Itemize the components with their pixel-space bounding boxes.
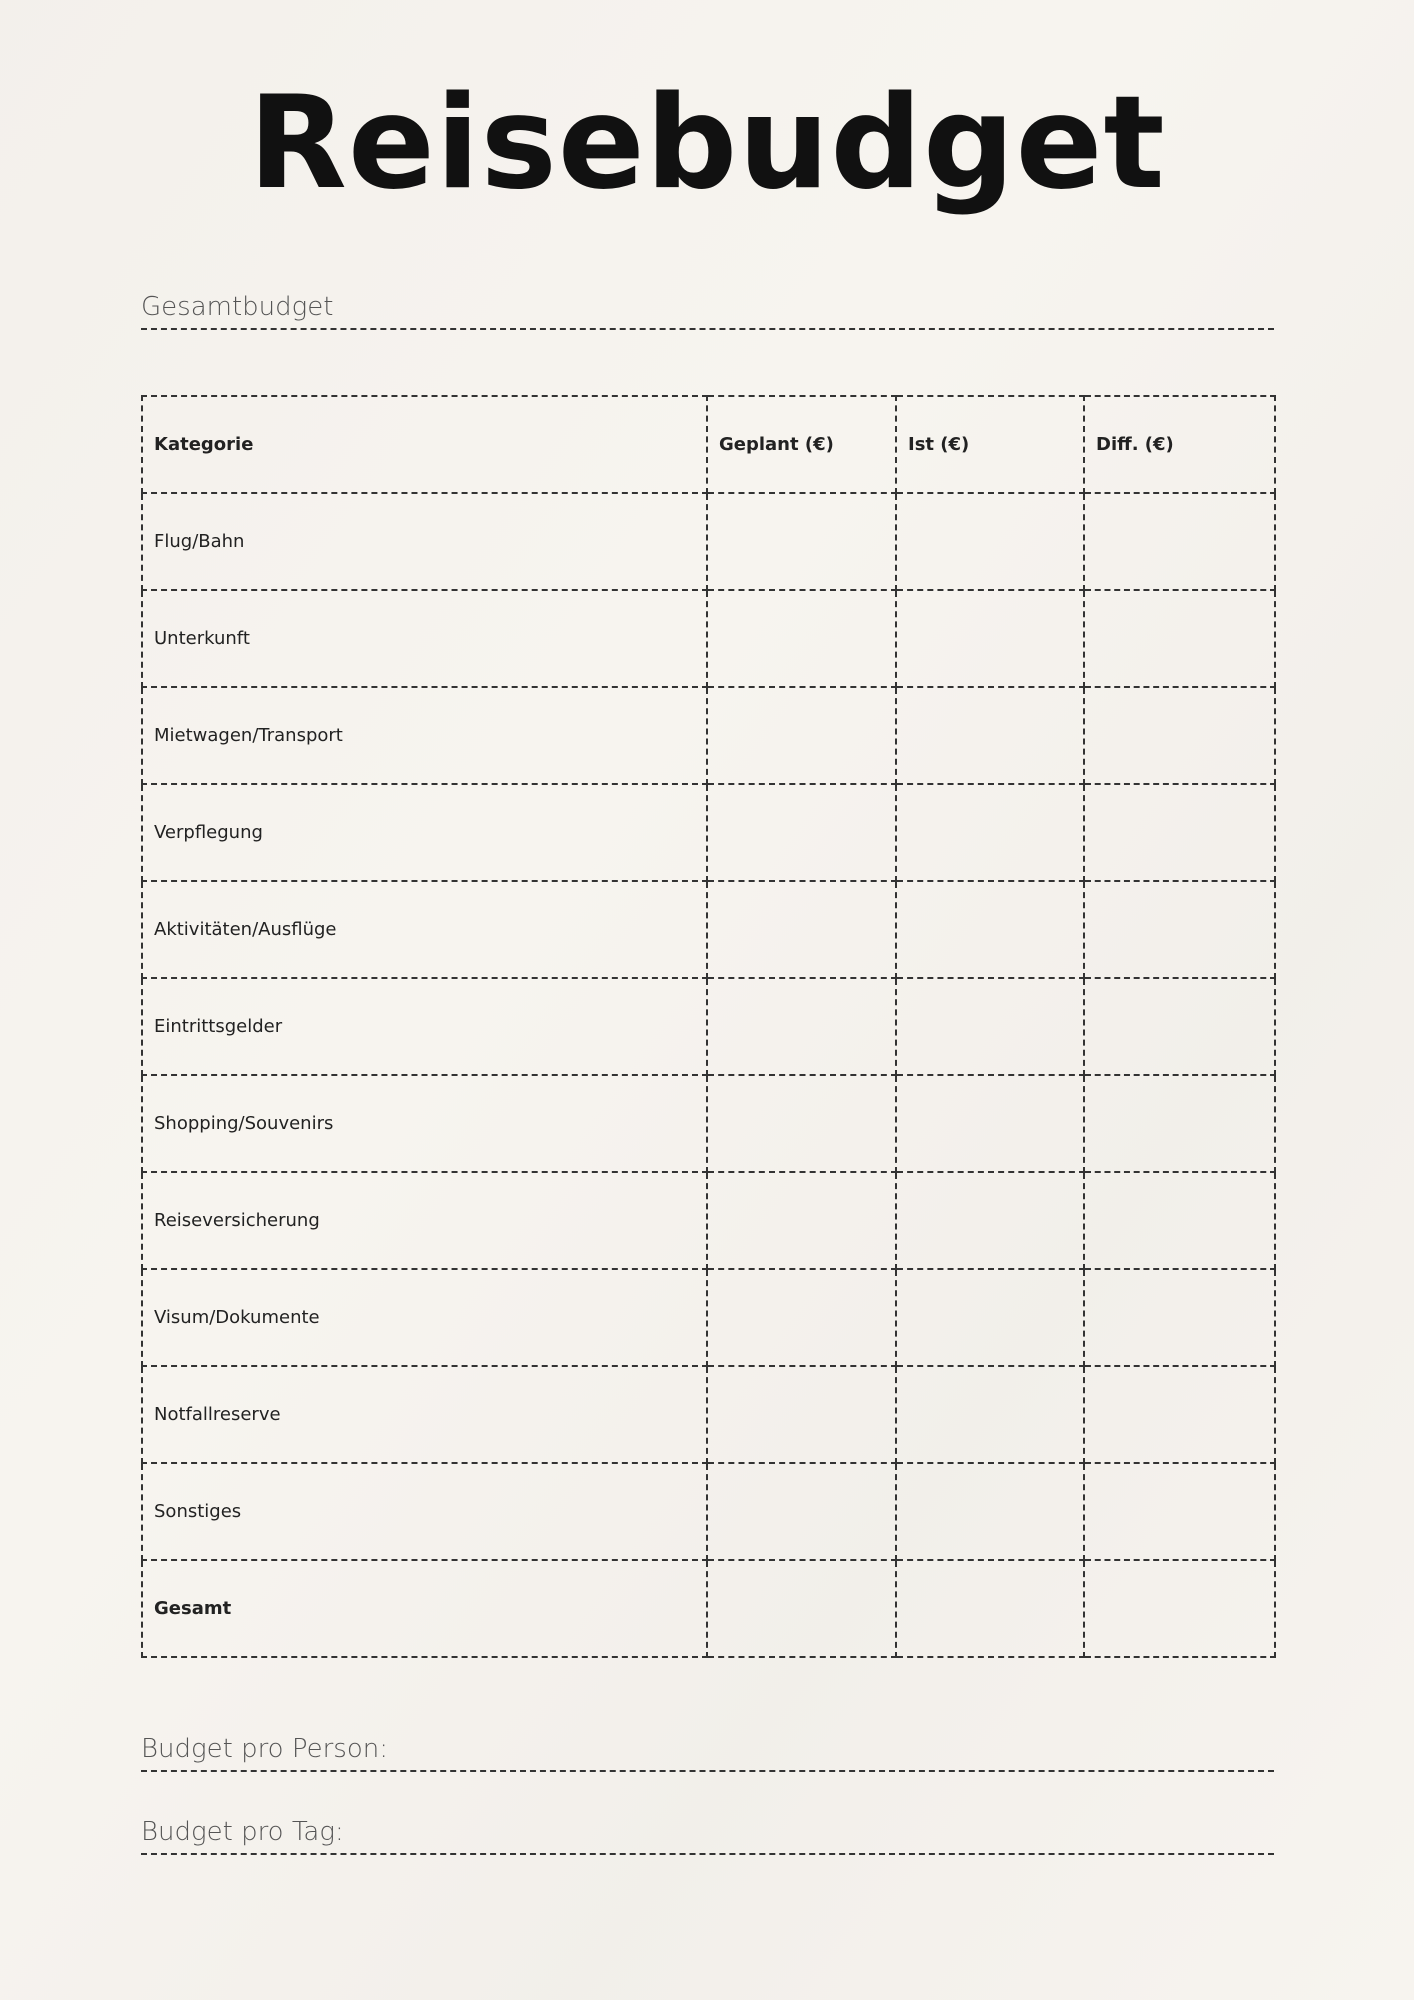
table-row bbox=[142, 784, 1275, 881]
row-category: Mietwagen/Transport bbox=[142, 687, 707, 784]
diff-cell[interactable] bbox=[1084, 881, 1275, 978]
table-row bbox=[142, 493, 1275, 590]
diff-cell[interactable] bbox=[1084, 590, 1275, 687]
total-label: Gesamt bbox=[142, 1560, 707, 1657]
budget-per-person-field[interactable]: Budget pro Person: bbox=[141, 1734, 1274, 1772]
actual-cell[interactable] bbox=[896, 1172, 1084, 1269]
total-budget-field[interactable]: Gesamtbudget bbox=[141, 292, 1274, 330]
actual-cell[interactable] bbox=[896, 978, 1084, 1075]
header-category: Kategorie bbox=[142, 396, 707, 493]
table-row bbox=[142, 1463, 1275, 1560]
table-row bbox=[142, 1366, 1275, 1463]
table-header-row bbox=[142, 396, 1275, 493]
actual-cell[interactable] bbox=[896, 881, 1084, 978]
planned-cell[interactable] bbox=[707, 978, 896, 1075]
diff-cell[interactable] bbox=[1084, 784, 1275, 881]
planned-cell[interactable] bbox=[707, 1463, 896, 1560]
actual-cell[interactable] bbox=[896, 590, 1084, 687]
table-total-row bbox=[142, 1560, 1275, 1657]
table-row bbox=[142, 978, 1275, 1075]
diff-cell[interactable] bbox=[1084, 1172, 1275, 1269]
planned-cell[interactable] bbox=[707, 1269, 896, 1366]
diff-cell[interactable] bbox=[1084, 978, 1275, 1075]
row-category: Sonstiges bbox=[142, 1463, 707, 1560]
planned-cell[interactable] bbox=[707, 784, 896, 881]
planned-cell[interactable] bbox=[707, 590, 896, 687]
budget-table bbox=[141, 395, 1276, 1658]
table-row bbox=[142, 590, 1275, 687]
row-category: Eintrittsgelder bbox=[142, 978, 707, 1075]
planned-cell[interactable] bbox=[707, 1366, 896, 1463]
actual-cell[interactable] bbox=[896, 1366, 1084, 1463]
table-row bbox=[142, 1172, 1275, 1269]
actual-total-cell[interactable] bbox=[896, 1560, 1084, 1657]
table-row bbox=[142, 1269, 1275, 1366]
actual-cell[interactable] bbox=[896, 1075, 1084, 1172]
table-row bbox=[142, 687, 1275, 784]
planned-cell[interactable] bbox=[707, 881, 896, 978]
header-planned: Geplant (€) bbox=[707, 396, 896, 493]
row-category: Verpflegung bbox=[142, 784, 707, 881]
row-category: Unterkunft bbox=[142, 590, 707, 687]
planned-cell[interactable] bbox=[707, 687, 896, 784]
row-category: Notfallreserve bbox=[142, 1366, 707, 1463]
diff-cell[interactable] bbox=[1084, 687, 1275, 784]
header-actual: Ist (€) bbox=[896, 396, 1084, 493]
actual-cell[interactable] bbox=[896, 1269, 1084, 1366]
diff-cell[interactable] bbox=[1084, 1269, 1275, 1366]
row-category: Flug/Bahn bbox=[142, 493, 707, 590]
header-diff: Diff. (€) bbox=[1084, 396, 1275, 493]
table-row bbox=[142, 1075, 1275, 1172]
budget-per-day-field[interactable]: Budget pro Tag: bbox=[141, 1817, 1274, 1855]
row-category: Aktivitäten/Ausflüge bbox=[142, 881, 707, 978]
page-title: Reisebudget bbox=[248, 69, 1166, 218]
row-category: Visum/Dokumente bbox=[142, 1269, 707, 1366]
actual-cell[interactable] bbox=[896, 1463, 1084, 1560]
diff-cell[interactable] bbox=[1084, 1366, 1275, 1463]
actual-cell[interactable] bbox=[896, 784, 1084, 881]
diff-cell[interactable] bbox=[1084, 493, 1275, 590]
planned-cell[interactable] bbox=[707, 493, 896, 590]
planned-cell[interactable] bbox=[707, 1075, 896, 1172]
table-row bbox=[142, 881, 1275, 978]
diff-total-cell[interactable] bbox=[1084, 1560, 1275, 1657]
diff-cell[interactable] bbox=[1084, 1463, 1275, 1560]
planned-total-cell[interactable] bbox=[707, 1560, 896, 1657]
actual-cell[interactable] bbox=[896, 493, 1084, 590]
row-category: Shopping/Souvenirs bbox=[142, 1075, 707, 1172]
planned-cell[interactable] bbox=[707, 1172, 896, 1269]
actual-cell[interactable] bbox=[896, 687, 1084, 784]
diff-cell[interactable] bbox=[1084, 1075, 1275, 1172]
row-category: Reiseversicherung bbox=[142, 1172, 707, 1269]
